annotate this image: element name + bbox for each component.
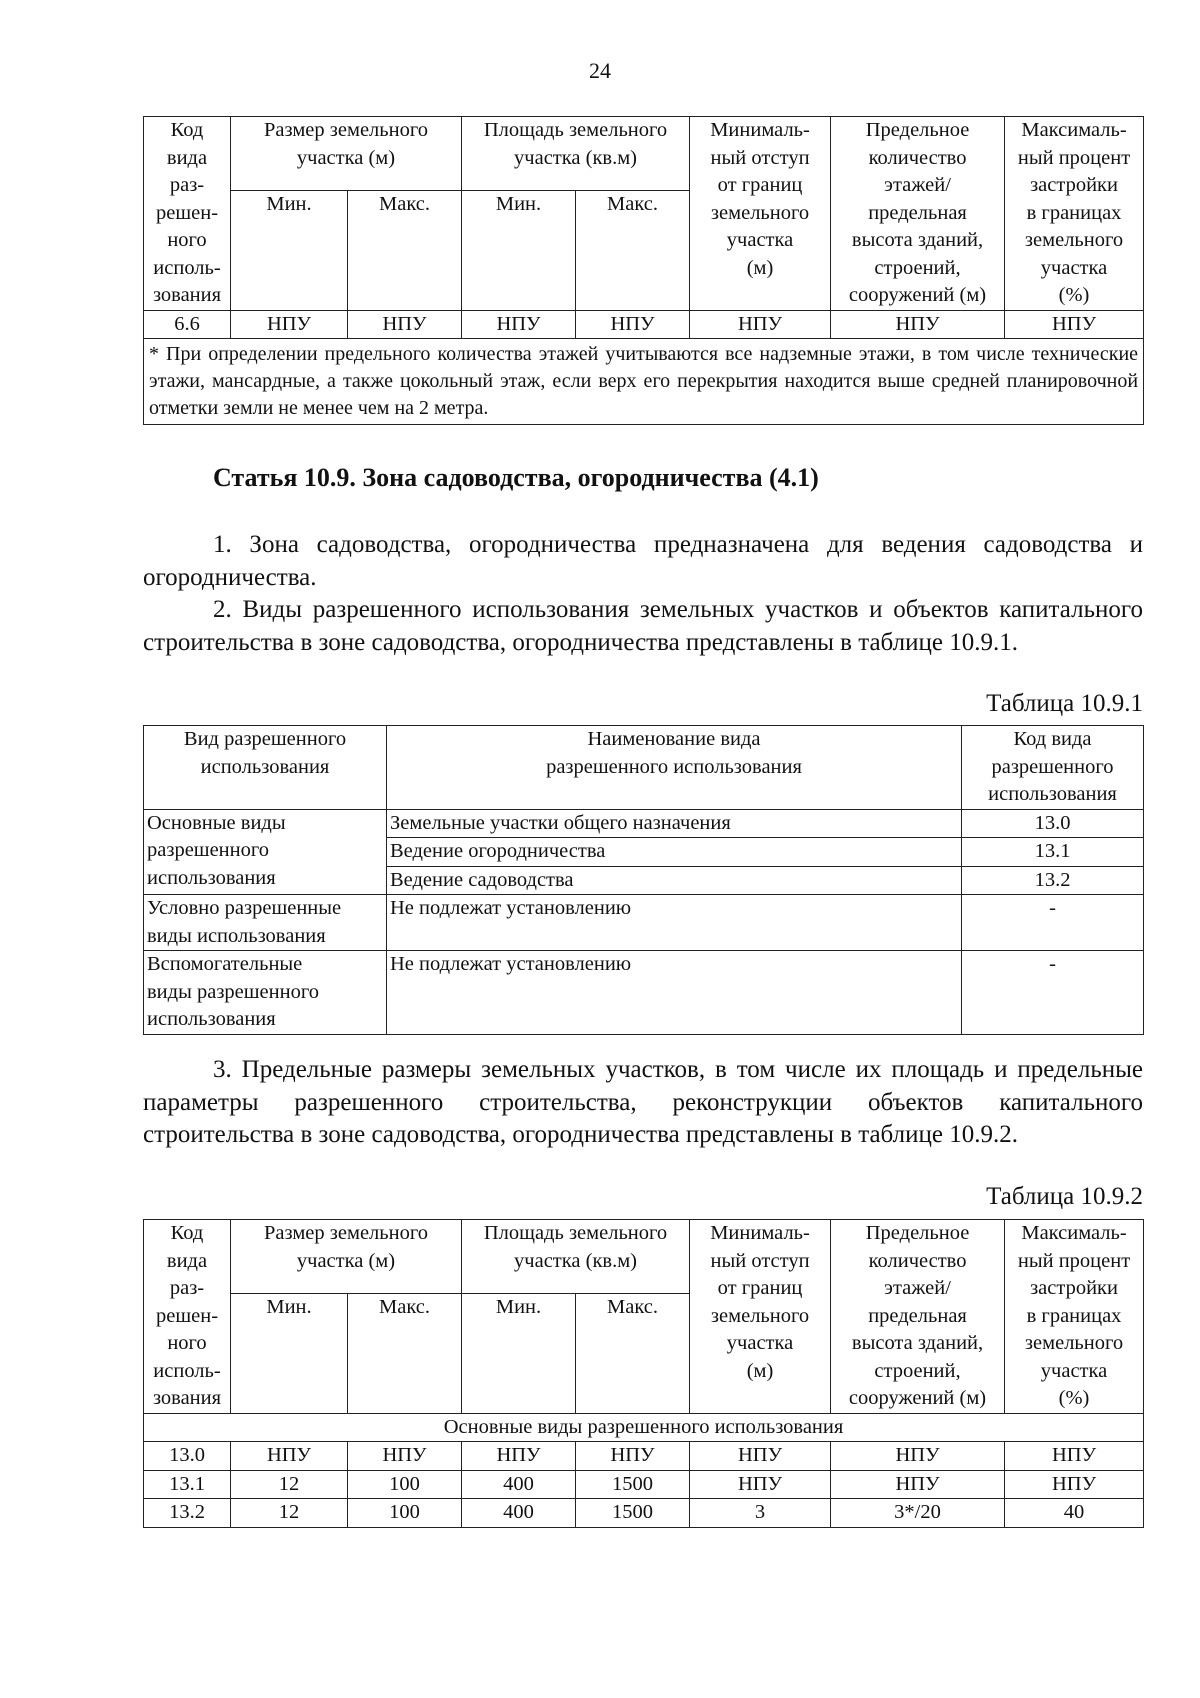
header-setback-line: участка bbox=[726, 1332, 794, 1354]
use-code: 13.0 bbox=[962, 809, 1144, 838]
header-row bbox=[144, 1220, 1144, 1294]
header-use-name bbox=[387, 726, 962, 810]
table-row bbox=[144, 809, 1144, 838]
header-floors-line: количество bbox=[868, 1249, 967, 1272]
table-cell: НПУ bbox=[231, 310, 348, 339]
table-cell: НПУ bbox=[831, 1470, 1005, 1499]
header-code-line: решен- bbox=[155, 201, 219, 224]
table-cell: НПУ bbox=[690, 1442, 831, 1471]
footnote-row bbox=[144, 339, 1144, 425]
table-cell: НПУ bbox=[348, 310, 462, 339]
header-coverage bbox=[1005, 117, 1144, 311]
header-row bbox=[144, 117, 1144, 191]
table-row bbox=[144, 895, 1144, 951]
header-coverage-line: Максималь- bbox=[1021, 119, 1127, 141]
header-setback-line: (м) bbox=[746, 256, 774, 279]
header-setback-line: ный отступ bbox=[710, 146, 810, 169]
table-row bbox=[144, 1442, 1144, 1471]
table-top-header bbox=[144, 117, 1144, 311]
table-cell: НПУ bbox=[1005, 1470, 1144, 1499]
header-code-line: ного bbox=[167, 1332, 207, 1354]
table-row bbox=[144, 1470, 1144, 1499]
header-floors-line: предельная bbox=[868, 201, 967, 224]
header-floors-line: строений, bbox=[874, 256, 961, 279]
paragraph-2: 2. Виды разрешенного использования земельных участков и объектов капитального строительства в зоне садоводства, огородничества представлены в таблице 10.9.1. bbox=[143, 596, 1143, 656]
header-code-line: исполь- bbox=[153, 256, 221, 279]
table-cell: 100 bbox=[348, 1499, 462, 1528]
header-area-line: Площадь земельного bbox=[483, 1222, 668, 1244]
header-floors-line: Предельное bbox=[865, 1222, 970, 1244]
header-use-code-line: разрешенного bbox=[991, 755, 1114, 778]
header-coverage-line: Максималь- bbox=[1021, 1222, 1127, 1244]
use-group-label-line: виды использования bbox=[147, 924, 326, 947]
table-caption-10-9-2: Таблица 10.9.2 bbox=[986, 1183, 1143, 1210]
header-coverage-line: застройки bbox=[1030, 1277, 1118, 1299]
table-cell: НПУ bbox=[576, 310, 690, 339]
header-coverage bbox=[1005, 1220, 1144, 1414]
use-code: - bbox=[962, 951, 1144, 1035]
header-use-name-line: разрешенного использования bbox=[546, 755, 802, 778]
table-cell: НПУ bbox=[576, 1442, 690, 1471]
table-cell: НПУ bbox=[462, 1442, 576, 1471]
table-cell: НПУ bbox=[831, 1442, 1005, 1471]
header-min: Мин. bbox=[231, 191, 348, 311]
table-10-9-1-body bbox=[144, 726, 1144, 1035]
header-coverage-line: в границах bbox=[1026, 201, 1122, 224]
article-title: Статья 10.9. Зона садоводства, огородничества (4.1) bbox=[213, 463, 819, 492]
header-max: Макс. bbox=[576, 1294, 690, 1414]
header-code-line: решен- bbox=[155, 1304, 219, 1327]
header-coverage-line: земельного bbox=[1024, 1332, 1124, 1354]
table-cell: НПУ bbox=[1005, 1442, 1144, 1471]
header-size bbox=[231, 117, 462, 191]
table-cell: НПУ bbox=[348, 1442, 462, 1471]
use-group-label-line: виды разрешенного bbox=[147, 980, 319, 1003]
header-area-line: участка (кв.м) bbox=[514, 146, 638, 169]
header-floors bbox=[831, 117, 1005, 311]
header-code-line: зования bbox=[152, 1387, 222, 1409]
table-cell: НПУ bbox=[462, 310, 576, 339]
table-cell: 400 bbox=[462, 1470, 576, 1499]
header-floors-line: этажей/ bbox=[884, 174, 951, 196]
header-code-line: ного bbox=[167, 229, 207, 251]
header-setback-line: земельного bbox=[710, 201, 810, 224]
header-setback-line: Минималь- bbox=[710, 1222, 810, 1244]
header-setback-line: от границ bbox=[717, 1277, 803, 1299]
table-cell: 100 bbox=[348, 1470, 462, 1499]
header-setback-line: земельного bbox=[710, 1304, 810, 1327]
use-name: Земельные участки общего назначения bbox=[387, 809, 962, 838]
use-code: - bbox=[962, 895, 1144, 951]
header-floors-line: высота зданий, bbox=[851, 229, 984, 251]
header-code-line: исполь- bbox=[153, 1359, 221, 1382]
table-10-9-2-header bbox=[144, 1220, 1144, 1414]
use-name: Не подлежат установлению bbox=[387, 951, 962, 1035]
table-cell: 1500 bbox=[576, 1470, 690, 1499]
table-10-9-1 bbox=[143, 725, 1144, 1035]
header-code bbox=[144, 1220, 231, 1414]
header-code-line: вида bbox=[166, 1249, 208, 1272]
use-group-label-line: Условно разрешенные bbox=[147, 897, 342, 919]
header-size-line: участка (м) bbox=[296, 146, 396, 169]
header-setback-line: ный отступ bbox=[710, 1249, 810, 1272]
header-area-line: Площадь земельного bbox=[483, 119, 668, 141]
header-floors-line: предельная bbox=[868, 1304, 967, 1327]
header-coverage-line: в границах bbox=[1026, 1304, 1122, 1327]
header-use-code-line: Код вида bbox=[1013, 728, 1092, 750]
header-floors-line: сооружений (м) bbox=[848, 284, 987, 306]
header-setback-line: Минималь- bbox=[710, 119, 810, 141]
use-group-label-line: разрешенного bbox=[147, 839, 270, 861]
table-cell: НПУ bbox=[231, 1442, 348, 1471]
header-floors-line: этажей/ bbox=[884, 1277, 951, 1299]
use-group-label bbox=[144, 951, 387, 1035]
header-row bbox=[144, 726, 1144, 810]
header-coverage-line: (%) bbox=[1058, 284, 1090, 306]
header-floors-line: Предельное bbox=[865, 119, 970, 141]
header-use-code bbox=[962, 726, 1144, 810]
use-group-label bbox=[144, 895, 387, 951]
header-floors-line: строений, bbox=[874, 1359, 961, 1382]
header-code-line: раз- bbox=[169, 174, 205, 196]
table-cell: НПУ bbox=[690, 1470, 831, 1499]
header-code bbox=[144, 117, 231, 311]
header-size-line: Размер земельного bbox=[264, 119, 428, 141]
use-group-label-line: использования bbox=[147, 1008, 276, 1030]
header-min: Мин. bbox=[462, 1294, 576, 1414]
header-min: Мин. bbox=[231, 1294, 348, 1414]
header-area-line: участка (кв.м) bbox=[514, 1249, 638, 1272]
table-cell: НПУ bbox=[831, 310, 1005, 339]
header-size bbox=[231, 1220, 462, 1294]
table-row bbox=[144, 951, 1144, 1035]
table-cell: НПУ bbox=[690, 310, 831, 339]
header-coverage-line: участка bbox=[1040, 1359, 1108, 1382]
table-cell: 3 bbox=[690, 1499, 831, 1528]
header-use-code-line: использования bbox=[988, 783, 1117, 805]
header-setback-line: (м) bbox=[746, 1359, 774, 1382]
header-setback bbox=[690, 117, 831, 311]
use-code: 13.2 bbox=[962, 866, 1144, 895]
table-10-9-2 bbox=[143, 1219, 1144, 1528]
header-size-line: Размер земельного bbox=[264, 1222, 428, 1244]
paragraph-3: 3. Предельные размеры земельных участков, в том числе их площадь и предельные параметры разрешенного строительства, реконструкции объектов капитального строительства в зоне садоводства, огородничества представлены в таблице 10.9.2. bbox=[143, 1056, 1143, 1148]
paragraph-1: 1. Зона садоводства, огородничества предназначена для ведения садоводства и огородничества. bbox=[143, 531, 1143, 591]
header-setback-line: участка bbox=[726, 229, 794, 251]
header-area bbox=[462, 117, 690, 191]
header-max: Макс. bbox=[348, 191, 462, 311]
section-row bbox=[144, 1413, 1144, 1442]
header-use-type-line: Вид разрешенного bbox=[183, 728, 347, 750]
header-coverage-line: застройки bbox=[1030, 174, 1118, 196]
header-code-line: вида bbox=[166, 146, 208, 169]
use-group-label-line: Вспомогательные bbox=[147, 953, 303, 975]
table-10-9-2-rows bbox=[144, 1442, 1144, 1528]
header-floors bbox=[831, 1220, 1005, 1414]
table-parameters-continued bbox=[143, 116, 1144, 425]
table-caption-10-9-1: Таблица 10.9.1 bbox=[986, 690, 1143, 717]
table-cell: 400 bbox=[462, 1499, 576, 1528]
header-coverage-line: ный процент bbox=[1017, 1249, 1131, 1272]
table-top-body bbox=[144, 310, 1144, 425]
use-group-label bbox=[144, 809, 387, 895]
header-code-line: зования bbox=[152, 284, 222, 306]
table-cell: НПУ bbox=[1005, 310, 1144, 339]
header-max: Макс. bbox=[576, 191, 690, 311]
header-use-type bbox=[144, 726, 387, 810]
header-area bbox=[462, 1220, 690, 1294]
header-setback bbox=[690, 1220, 831, 1414]
header-setback-line: от границ bbox=[717, 174, 803, 196]
table-row bbox=[144, 1499, 1144, 1528]
table-cell: 13.2 bbox=[144, 1499, 231, 1528]
footnote: * При определении предельного количества этажей учитываются все надземные этажи, в том числе технические этажи, мансардные, а также цокольный этаж, если верх его перекрытия находится выше средней планировочной отметки земли не менее чем на 2 метра. bbox=[144, 339, 1144, 425]
header-code-line: раз- bbox=[169, 1277, 205, 1299]
header-code-line: Код bbox=[170, 1222, 204, 1244]
table-cell: 13.0 bbox=[144, 1442, 231, 1471]
header-floors-line: количество bbox=[868, 146, 967, 169]
table-cell: 40 bbox=[1005, 1499, 1144, 1528]
section-label: Основные виды разрешенного использования bbox=[144, 1413, 1144, 1442]
header-coverage-line: (%) bbox=[1058, 1387, 1090, 1409]
header-coverage-line: участка bbox=[1040, 256, 1108, 279]
header-use-type-line: использования bbox=[200, 755, 330, 778]
use-name: Не подлежат установлению bbox=[387, 895, 962, 951]
table-row bbox=[144, 310, 1144, 339]
table-10-9-2-body bbox=[144, 1413, 1144, 1442]
table-cell: 1500 bbox=[576, 1499, 690, 1528]
page-number: 24 bbox=[589, 58, 611, 83]
header-min: Мин. bbox=[462, 191, 576, 311]
use-group-label-line: Основные виды bbox=[147, 811, 286, 834]
header-coverage-line: ный процент bbox=[1017, 146, 1131, 169]
header-size-line: участка (м) bbox=[296, 1249, 396, 1272]
header-floors-line: высота зданий, bbox=[851, 1332, 984, 1354]
header-max: Макс. bbox=[348, 1294, 462, 1414]
use-code: 13.1 bbox=[962, 838, 1144, 867]
table-cell: 12 bbox=[231, 1499, 348, 1528]
use-name: Ведение огородничества bbox=[387, 838, 962, 867]
header-floors-line: сооружений (м) bbox=[848, 1387, 987, 1409]
table-cell: 12 bbox=[231, 1470, 348, 1499]
use-group-label-line: использования bbox=[147, 866, 276, 889]
table-cell: 13.1 bbox=[144, 1470, 231, 1499]
use-name: Ведение садоводства bbox=[387, 866, 962, 895]
table-cell: 3*/20 bbox=[831, 1499, 1005, 1528]
header-use-name-line: Наименование вида bbox=[587, 728, 761, 750]
table-cell: 6.6 bbox=[144, 310, 231, 339]
header-coverage-line: земельного bbox=[1024, 229, 1124, 251]
header-code-line: Код bbox=[170, 119, 204, 141]
